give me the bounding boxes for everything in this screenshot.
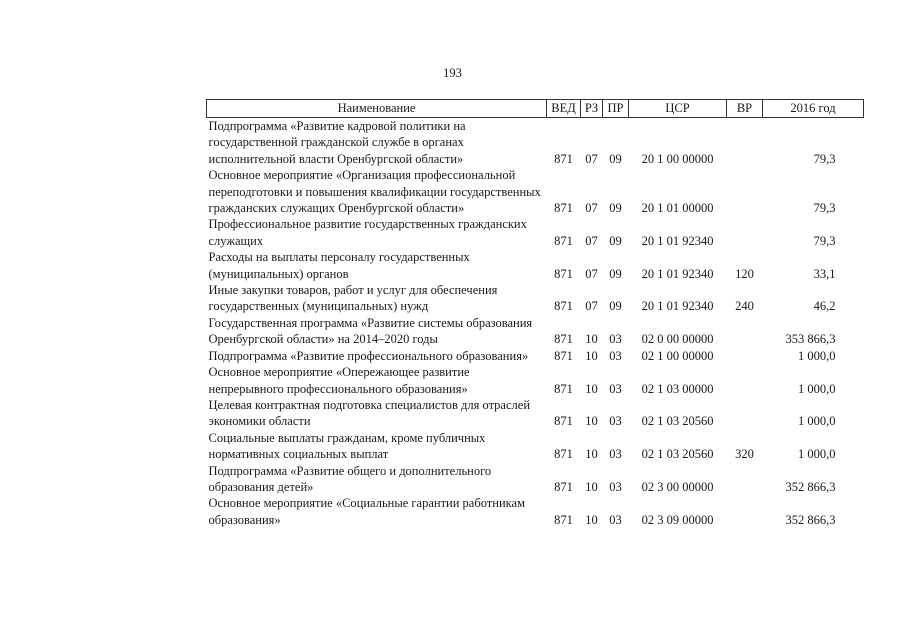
- cell-pr: 09: [609, 201, 622, 216]
- cell-vr: 240: [735, 299, 754, 314]
- table-row: [207, 282, 864, 315]
- cell-csr: 20 1 00 00000: [641, 151, 714, 166]
- cell-rz: 07: [585, 201, 598, 216]
- cell-vr: [727, 348, 763, 364]
- cell-pr: 03: [609, 479, 622, 494]
- cell-vr: 320: [735, 447, 754, 462]
- cell-pr: 03: [609, 381, 622, 396]
- cell-amount: 352 866,3: [785, 512, 836, 527]
- cell-rz: 10: [585, 512, 598, 527]
- cell-name: Целевая контрактная подготовка специалистов для отраслей экономики области: [208, 397, 531, 429]
- cell-ved: 871: [554, 299, 573, 314]
- table-row: [207, 249, 864, 282]
- cell-pr: 03: [609, 447, 622, 462]
- cell-ved: 871: [554, 479, 573, 494]
- cell-rz: 10: [585, 348, 598, 363]
- cell-rz: 07: [585, 233, 598, 248]
- table-row: [207, 397, 864, 430]
- cell-name: Расходы на выплаты персоналу государственных (муниципальных) органов: [208, 250, 470, 281]
- cell-amount: 46,2: [813, 299, 836, 314]
- table-row: [207, 348, 864, 364]
- cell-pr: 03: [609, 332, 622, 347]
- cell-name: Государственная программа «Развитие системы образования Оренбургской области» на 2014–2020 годы: [208, 315, 533, 347]
- header-vr: ВР: [727, 100, 763, 118]
- cell-csr: 20 1 01 92340: [641, 299, 714, 314]
- cell-ved: 871: [554, 414, 573, 429]
- header-ved: ВЕД: [547, 100, 581, 118]
- cell-ved: 871: [554, 447, 573, 462]
- cell-name: Подпрограмма «Развитие профессионального образования»: [208, 348, 529, 363]
- table-row: [207, 167, 864, 216]
- header-rz: РЗ: [581, 100, 603, 118]
- cell-csr: 02 1 03 20560: [641, 414, 714, 429]
- header-name: Наименование: [207, 100, 547, 118]
- cell-amount: 79,3: [813, 233, 836, 248]
- cell-csr: 02 3 00 00000: [641, 479, 714, 494]
- cell-csr: 20 1 01 92340: [641, 233, 714, 248]
- cell-ved: 871: [554, 332, 573, 347]
- cell-rz: 10: [585, 332, 598, 347]
- cell-csr: 20 1 01 00000: [641, 201, 714, 216]
- cell-amount: 33,1: [813, 266, 836, 281]
- header-row: [207, 100, 864, 118]
- cell-pr: 09: [609, 151, 622, 166]
- cell-rz: 10: [585, 381, 598, 396]
- cell-vr: [727, 495, 763, 528]
- cell-vr: [727, 315, 763, 348]
- cell-vr: [727, 397, 763, 430]
- table-row: [207, 463, 864, 496]
- cell-rz: 10: [585, 447, 598, 462]
- cell-vr: [727, 364, 763, 397]
- budget-table: [206, 99, 864, 528]
- table-row: [207, 118, 864, 168]
- cell-ved: 871: [554, 512, 573, 527]
- cell-amount: 1 000,0: [798, 381, 836, 396]
- cell-amount: 79,3: [813, 151, 836, 166]
- header-pr: ПР: [603, 100, 629, 118]
- cell-csr: 02 1 00 00000: [641, 348, 714, 363]
- cell-rz: 10: [585, 414, 598, 429]
- cell-rz: 07: [585, 266, 598, 281]
- table-row: [207, 495, 864, 528]
- table-row: [207, 364, 864, 397]
- cell-vr: [727, 118, 763, 168]
- cell-pr: 03: [609, 512, 622, 527]
- cell-name: Иные закупки товаров, работ и услуг для обеспечения государственных (муниципальных) нужд: [208, 283, 498, 314]
- cell-csr: 02 3 09 00000: [641, 512, 714, 527]
- cell-csr: 02 0 00 00000: [641, 332, 714, 347]
- cell-pr: 03: [609, 348, 622, 363]
- cell-rz: 07: [585, 299, 598, 314]
- cell-name: Социальные выплаты гражданам, кроме публичных нормативных социальных выплат: [208, 430, 486, 462]
- cell-vr: 120: [735, 266, 754, 281]
- cell-pr: 09: [609, 299, 622, 314]
- cell-name: Профессиональное развитие государственных гражданских служащих: [208, 217, 527, 248]
- cell-vr: [727, 463, 763, 496]
- cell-name: Основное мероприятие «Опережающее развитие непрерывного профессионального образования»: [208, 365, 470, 396]
- cell-ved: 871: [554, 233, 573, 248]
- cell-ved: 871: [554, 266, 573, 281]
- table-row: [207, 430, 864, 463]
- cell-csr: 02 1 03 00000: [641, 381, 714, 396]
- cell-pr: 09: [609, 266, 622, 281]
- cell-rz: 07: [585, 151, 598, 166]
- cell-name: Основное мероприятие «Социальные гарантии работникам образования»: [208, 496, 525, 527]
- cell-pr: 03: [609, 414, 622, 429]
- cell-ved: 871: [554, 201, 573, 216]
- page-number: 193: [443, 66, 462, 80]
- cell-amount: 1 000,0: [798, 348, 836, 363]
- table-row: [207, 315, 864, 348]
- header-csr: ЦСР: [629, 100, 727, 118]
- cell-rz: 10: [585, 479, 598, 494]
- cell-csr: 20 1 01 92340: [641, 266, 714, 281]
- table-header: [207, 100, 864, 118]
- cell-vr: [727, 216, 763, 249]
- cell-amount: 1 000,0: [798, 447, 836, 462]
- cell-csr: 02 1 03 20560: [641, 447, 714, 462]
- table-body: [207, 118, 864, 529]
- cell-amount: 1 000,0: [798, 414, 836, 429]
- cell-amount: 352 866,3: [785, 479, 836, 494]
- cell-name: Подпрограмма «Развитие кадровой политики на государственной гражданской службе в органах исполнительной власти Оренбургской области»: [208, 119, 466, 166]
- cell-vr: [727, 167, 763, 216]
- header-year: 2016 год: [763, 100, 864, 118]
- cell-ved: 871: [554, 151, 573, 166]
- cell-amount: 79,3: [813, 201, 836, 216]
- cell-pr: 09: [609, 233, 622, 248]
- cell-ved: 871: [554, 348, 573, 363]
- cell-ved: 871: [554, 381, 573, 396]
- table-row: [207, 216, 864, 249]
- cell-name: Основное мероприятие «Организация профессиональной переподготовки и повышения квалификации государственных гражданских служащих Оренбургской области»: [208, 168, 541, 216]
- cell-name: Подпрограмма «Развитие общего и дополнительного образования детей»: [208, 463, 492, 494]
- cell-amount: 353 866,3: [785, 332, 836, 347]
